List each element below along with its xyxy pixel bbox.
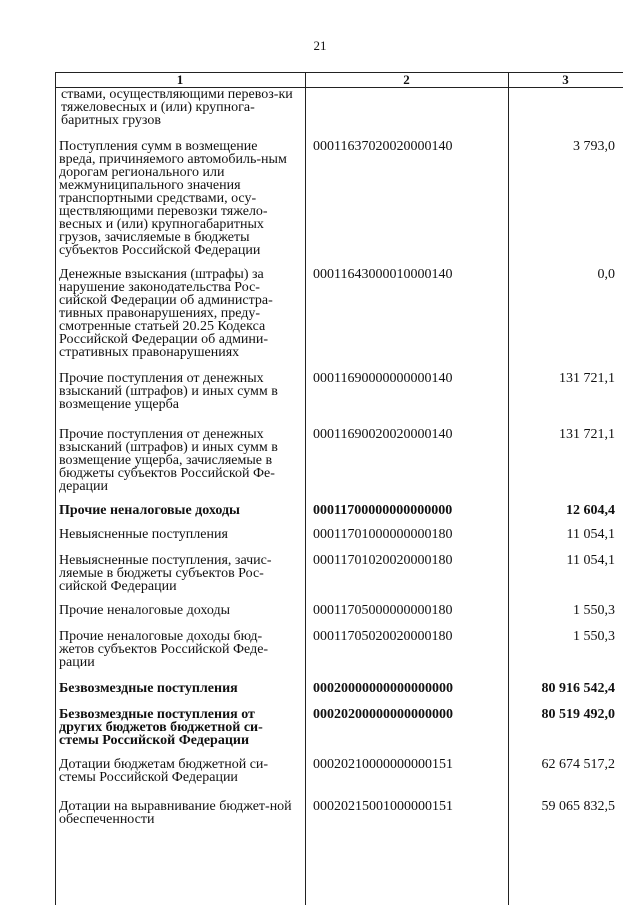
row-code: 00011637020020000140: [313, 139, 453, 154]
column-border-1: [305, 72, 306, 905]
column-border-2: [508, 72, 509, 905]
row-value: 11 054,1: [566, 553, 615, 568]
row-value: 3 793,0: [573, 139, 615, 154]
row-name: Прочие неналоговые доходы: [59, 503, 240, 518]
row-code: 00020210000000000151: [313, 757, 453, 772]
page-number: 21: [313, 38, 327, 53]
row-name: Прочие поступления от денежных взысканий (штрафов) и иных сумм в возмещение ущерба, зачисляемые в бюджеты субъектов Российской Фе-дерации: [59, 427, 278, 494]
row-code: 00011705000000000180: [313, 603, 453, 618]
row-value: 1 550,3: [573, 603, 615, 618]
row-code: 00020000000000000000: [313, 681, 453, 696]
row-name: Прочие поступления от денежных взысканий (штрафов) и иных сумм в возмещение ущерба: [59, 371, 278, 412]
row-value: 11 054,1: [566, 527, 615, 542]
row-name: Прочие неналоговые доходы: [59, 603, 231, 618]
row-code: 00011690020020000140: [313, 427, 453, 442]
row-value: 131 721,1: [559, 427, 615, 442]
row-code: 00011701020020000180: [313, 553, 453, 568]
budget-table: [55, 72, 623, 905]
row-value: 131 721,1: [559, 371, 615, 386]
header-col-2: 2: [403, 72, 410, 87]
row-value: 80 519 492,0: [541, 707, 615, 722]
row-value: 1 550,3: [573, 629, 615, 644]
header-col-3: 3: [562, 72, 569, 87]
row-name: Дотации бюджетам бюджетной си-стемы Российской Федерации: [59, 757, 269, 785]
row-name: Денежные взыскания (штрафы) за нарушение законодательства Рос-сийской Федерации об администра-тивных правонарушениях, преду-смотренные статьей 20.25 Кодекса Российской Федерации об админи-стративных правонарушениях: [59, 267, 273, 360]
row-code: 00011705020020000180: [313, 629, 453, 644]
column-border-left: [55, 72, 56, 905]
row-value: 0,0: [597, 267, 615, 282]
row-name: Невыясненные поступления: [59, 527, 228, 542]
row-code: 00020200000000000000: [313, 707, 453, 722]
row-code: 00011643000010000140: [313, 267, 453, 282]
row-name: Безвозмездные поступления: [59, 681, 238, 696]
row-name: Дотации на выравнивание бюджет-ной обеспеченности: [59, 799, 292, 827]
row-value: 59 065 832,5: [541, 799, 615, 814]
row-code: 00011690000000000140: [313, 371, 453, 386]
row-name: Невыясненные поступления, зачис-ляемые в бюджеты субъектов Рос-сийской Федерации: [59, 553, 272, 594]
continued-row-text: ствами, осуществляющими перевоз-ки тяжеловесных и (или) крупнога-баритных грузов: [61, 87, 293, 128]
row-value: 80 916 542,4: [541, 681, 615, 696]
row-value: 62 674 517,2: [541, 757, 615, 772]
row-name: Поступления сумм в возмещение вреда, причиняемого автомобиль-ным дорогам регионального или межмуниципального значения транспортными средствами, осу-ществляющими перевозки тяжело-весных и (или) крупногабаритных грузов, зачисляемые в бюджеты субъектов Российской Федерации: [59, 139, 287, 258]
row-name: Прочие неналоговые доходы бюд-жетов субъектов Российской Феде-рации: [59, 629, 269, 670]
row-name: Безвозмездные поступления от других бюджетов бюджетной си-стемы Российской Федерации: [59, 707, 263, 748]
row-code: 00011701000000000180: [313, 527, 453, 542]
row-value: 12 604,4: [566, 503, 615, 518]
row-code: 00011700000000000000: [313, 503, 453, 518]
header-col-1: 1: [176, 72, 184, 87]
row-code: 00020215001000000151: [313, 799, 453, 814]
